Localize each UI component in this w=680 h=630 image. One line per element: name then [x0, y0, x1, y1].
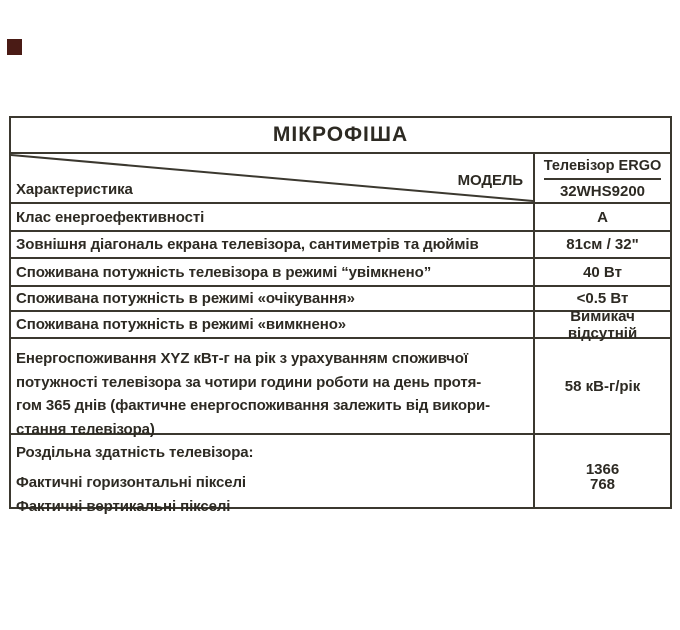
energy-label-line: потужності телевізора за чотири години роботи на день протя- [16, 373, 482, 391]
page-title: МІКРОФІША [272, 123, 409, 146]
header-row [11, 152, 670, 202]
table-row [11, 257, 670, 285]
energy-label-line: гом 365 днів (фактичне енергоспоживання залежить від викори- [16, 397, 491, 414]
row-label: Клас енергоефективності [11, 204, 535, 230]
resolution-labels [11, 435, 535, 515]
table-row [11, 307, 670, 342]
energy-row-value: 58 кВ-г/рік [564, 377, 641, 395]
table-row [11, 202, 670, 230]
corner-mark [7, 39, 22, 55]
resolution-values [535, 435, 670, 507]
energy-consumption-row [11, 337, 670, 438]
spec-table [9, 116, 672, 515]
resolution-value-horizontal: 1366 [585, 461, 620, 478]
row-label: Споживана потужність в режимі «вимкнено» [11, 312, 535, 337]
resolution-value-vertical: 768 [589, 476, 616, 493]
row-value: А [597, 208, 608, 226]
model-value-brand: Телевізор ERGO [544, 154, 662, 180]
row-value: <0.5 Вт [576, 290, 629, 307]
row-value: 81см / 32" [566, 236, 639, 253]
resolution-label-vertical: Фактичні вертикальні пікселі [16, 498, 231, 515]
row-label: Споживана потужність телевізора в режимі “увімкнено” [11, 259, 535, 285]
energy-label-line: стання телевізора) [16, 420, 155, 438]
resolution-heading: Роздільна здатність телевізора: [16, 444, 254, 461]
model-value-number: 32WHS9200 [559, 182, 646, 200]
title-row [11, 118, 670, 152]
header-left-cell [11, 154, 535, 202]
characteristic-header-label: Характеристика [16, 181, 133, 198]
table-row [11, 285, 670, 310]
model-header-label: МОДЕЛЬ [457, 172, 523, 189]
energy-label-line: Енергоспоживання XYZ кВт-г на рік з урахуванням споживчої [16, 350, 468, 367]
energy-row-label [11, 339, 535, 438]
table-row [11, 230, 670, 257]
resolution-label-horizontal: Фактичні горизонтальні пікселі [16, 474, 246, 491]
row-value: Вимикач відсутній [567, 307, 638, 342]
resolution-row [11, 433, 670, 515]
row-value: 40 Вт [583, 263, 622, 281]
header-right-cell [535, 154, 670, 202]
row-label: Зовнішня діагональ екрана телевізора, сантиметрів та дюймів [11, 232, 535, 257]
row-label: Споживана потужність в режимі «очікування» [11, 287, 535, 310]
